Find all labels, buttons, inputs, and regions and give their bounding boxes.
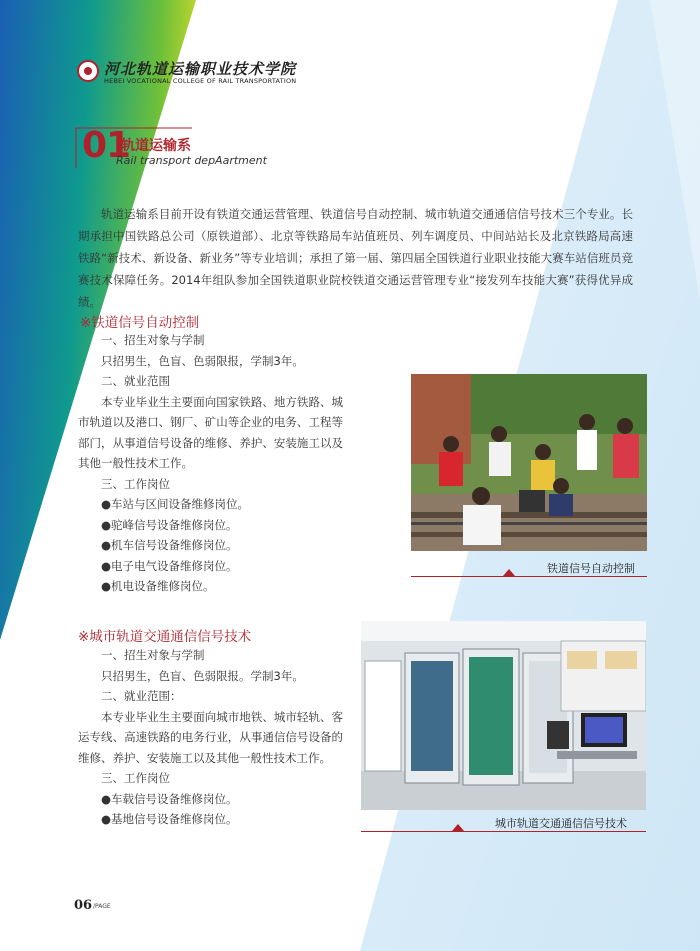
major2-text-enrollment: 只招男生，色盲、色弱限报。学制3年。 (101, 668, 304, 683)
section-title-en: Rail transport depAartment (116, 154, 267, 167)
photo-students-track (411, 374, 647, 551)
major1-job-item: ●电子电气设备维修岗位。 (101, 558, 238, 573)
major1-heading-jobs: 三、工作岗位 (101, 476, 170, 491)
school-name-cn: 河北轨道运输职业技术学院 (104, 60, 297, 78)
intro-paragraph: 轨道运输系目前开设有铁道交通运营管理、铁道信号自动控制、城市轨道交通通信信号技术三个专业。长期承担中国铁路总公司（原铁道部）、北京等铁路局车站值班员、列车调度员、中间站站长及北京铁路局高速铁路“新技术、新设备、新业务”等专业培训；承担了第一届、第四届全国铁道行业职业技能大赛车站信班员竞赛技术保障任务。2014年组队参加全国铁道职业院校铁道交通运营管理专业“接发列车技能大赛”获得优异成绩。 (78, 207, 633, 309)
major1-heading-employment: 二、就业范围 (101, 374, 170, 388)
page-label: /PAGE (93, 903, 111, 910)
major2-text-employment: 本专业毕业生主要面向城市地铁、城市轻轨、客运专线、高速铁路的电务行业，从事通信信号设备的维修、养护、安装施工以及其他一般性技术工作。 (78, 709, 343, 765)
school-name-en: HEBEI VOCATIONAL COLLEGE OF RAIL TRANSPORTATION (104, 77, 297, 85)
photo-signal-lab (361, 621, 646, 810)
section-title-cn: 轨道运输系 (121, 138, 191, 154)
major2-job-item: ●车载信号设备维修岗位。 (101, 791, 238, 806)
school-logo-icon (77, 60, 99, 82)
caption1-marker-icon (503, 569, 515, 576)
major1-job-item: ●机电设备维修岗位。 (101, 579, 215, 593)
caption2-rule (361, 831, 646, 832)
caption1-rule (411, 576, 647, 577)
caption2-marker-icon (452, 824, 464, 831)
photo1-caption: 铁道信号自动控制 (547, 562, 635, 575)
major2-heading-jobs: 三、工作岗位 (101, 771, 170, 785)
photo2-caption: 城市轨道交通通信信号技术 (495, 817, 627, 830)
major1-content (78, 330, 343, 597)
major2-heading-enrollment: 一、招生对象与学制 (101, 648, 205, 662)
major1-heading-enrollment: 一、招生对象与学制 (101, 333, 205, 347)
major2-title: ※城市轨道交通通信信号技术 (78, 629, 252, 645)
major1-job-item: ●机车信号设备维修岗位。 (101, 538, 238, 552)
major1-job-item: ●驼峰信号设备维修岗位。 (101, 517, 238, 532)
major1-title: ※铁道信号自动控制 (80, 315, 200, 331)
major1-text-employment: 本专业毕业生主要面向国家铁路、地方铁路、城市轨道以及港口、钢厂、矿山等企业的电务、工程等部门，从事道信号设备的维修、养护、安装施工以及其他一般性技术工作。 (78, 394, 343, 470)
major1-job-item: ●车站与区间设备维修岗位。 (101, 497, 250, 511)
section-number: 01 (82, 125, 131, 166)
department-intro (78, 203, 633, 313)
major2-content (78, 645, 343, 830)
major2-heading-employment: 二、就业范围： (101, 689, 182, 703)
page-number: 06 (74, 898, 93, 913)
major1-text-enrollment: 只招男生，色盲、色弱限报，学制3年。 (101, 353, 304, 368)
major2-job-item: ●基地信号设备维修岗位。 (101, 812, 238, 826)
